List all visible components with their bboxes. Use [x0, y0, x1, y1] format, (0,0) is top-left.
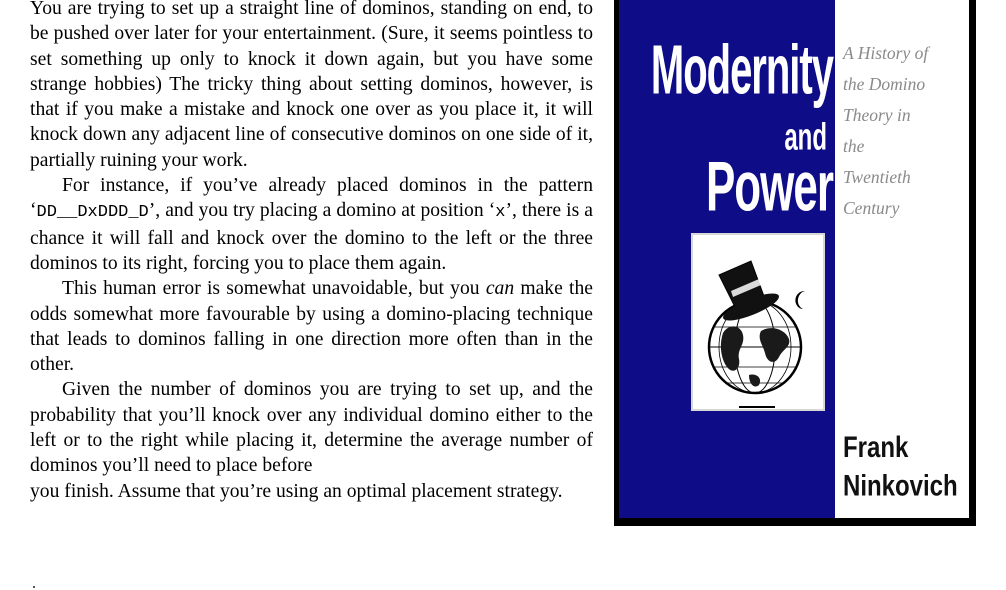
globe-hat-moon-icon [693, 235, 823, 409]
paragraph-technique [30, 276, 593, 377]
cover-title-and: and [784, 116, 827, 160]
subtitle-line: Twentieth [843, 167, 911, 187]
subtitle-line: Theory in [843, 105, 911, 125]
globe-illustration [691, 233, 825, 411]
cover-title-power: Power [705, 148, 833, 227]
stray-mark [33, 586, 35, 588]
subtitle-line: the [843, 136, 865, 156]
cover-subtitle [843, 38, 967, 224]
domino-pattern-code: DD__DxDDD_D [36, 203, 149, 223]
wrapped-text-column [30, 0, 593, 479]
author-last-name: Ninkovich [843, 469, 958, 503]
subtitle-line: the Domino [843, 74, 926, 94]
problem-statement [30, 0, 664, 504]
cover-title-modernity: Modernity [650, 32, 833, 109]
technique-text-1: This human error is somewhat unavoidable, but you [62, 278, 486, 300]
author-first-name: Frank [843, 430, 909, 465]
paragraph-task: Given the number of dominos you are trying to set up, and the probability that you’ll knock over any individual domino either to the left or to the right while placing it, determine the average number of dominos you’ll need to place before [30, 379, 593, 477]
cover-blue-panel [619, 0, 835, 518]
paragraph-task-last-line: you finish. Assume that you’re using an optimal placement strategy. [30, 480, 563, 502]
cover-author [843, 428, 967, 506]
book-cover-image [614, 0, 976, 526]
paragraph-example [30, 173, 593, 276]
subtitle-line: Century [843, 198, 900, 218]
paragraph-intro: You are trying to set up a straight line of dominos, standing on end, to be pushed over later for your entertainment. (Sure, it seems pointless to set something up only to knock it down again, but you have some strange hobbies) The tricky thing about setting dominos, however, is that if you make a mistake and knock one over as you place it, it will knock down any adjacent line of consecutive dominos on one side of it, partially ruining your work. [30, 0, 593, 171]
position-code: x [495, 203, 506, 223]
subtitle-line: A History of [843, 43, 929, 63]
example-text-2: ’, and you try placing a domino at position ‘ [148, 200, 496, 222]
cover-bottom-border [614, 518, 976, 526]
example-text-3: ’, there is a chance it will fall and knock over the domino to the left or the three dominos to its right, forcing you to place them again. [30, 200, 593, 274]
emphasis-can: can [485, 278, 515, 300]
technique-text-2: make the odds somewhat more favourable by using a domino-placing technique that leads to dominos falling in one direction more often than in the other. [30, 278, 593, 376]
example-text-1: For instance, if you’ve already placed dominos in the pattern ‘ [30, 175, 593, 222]
